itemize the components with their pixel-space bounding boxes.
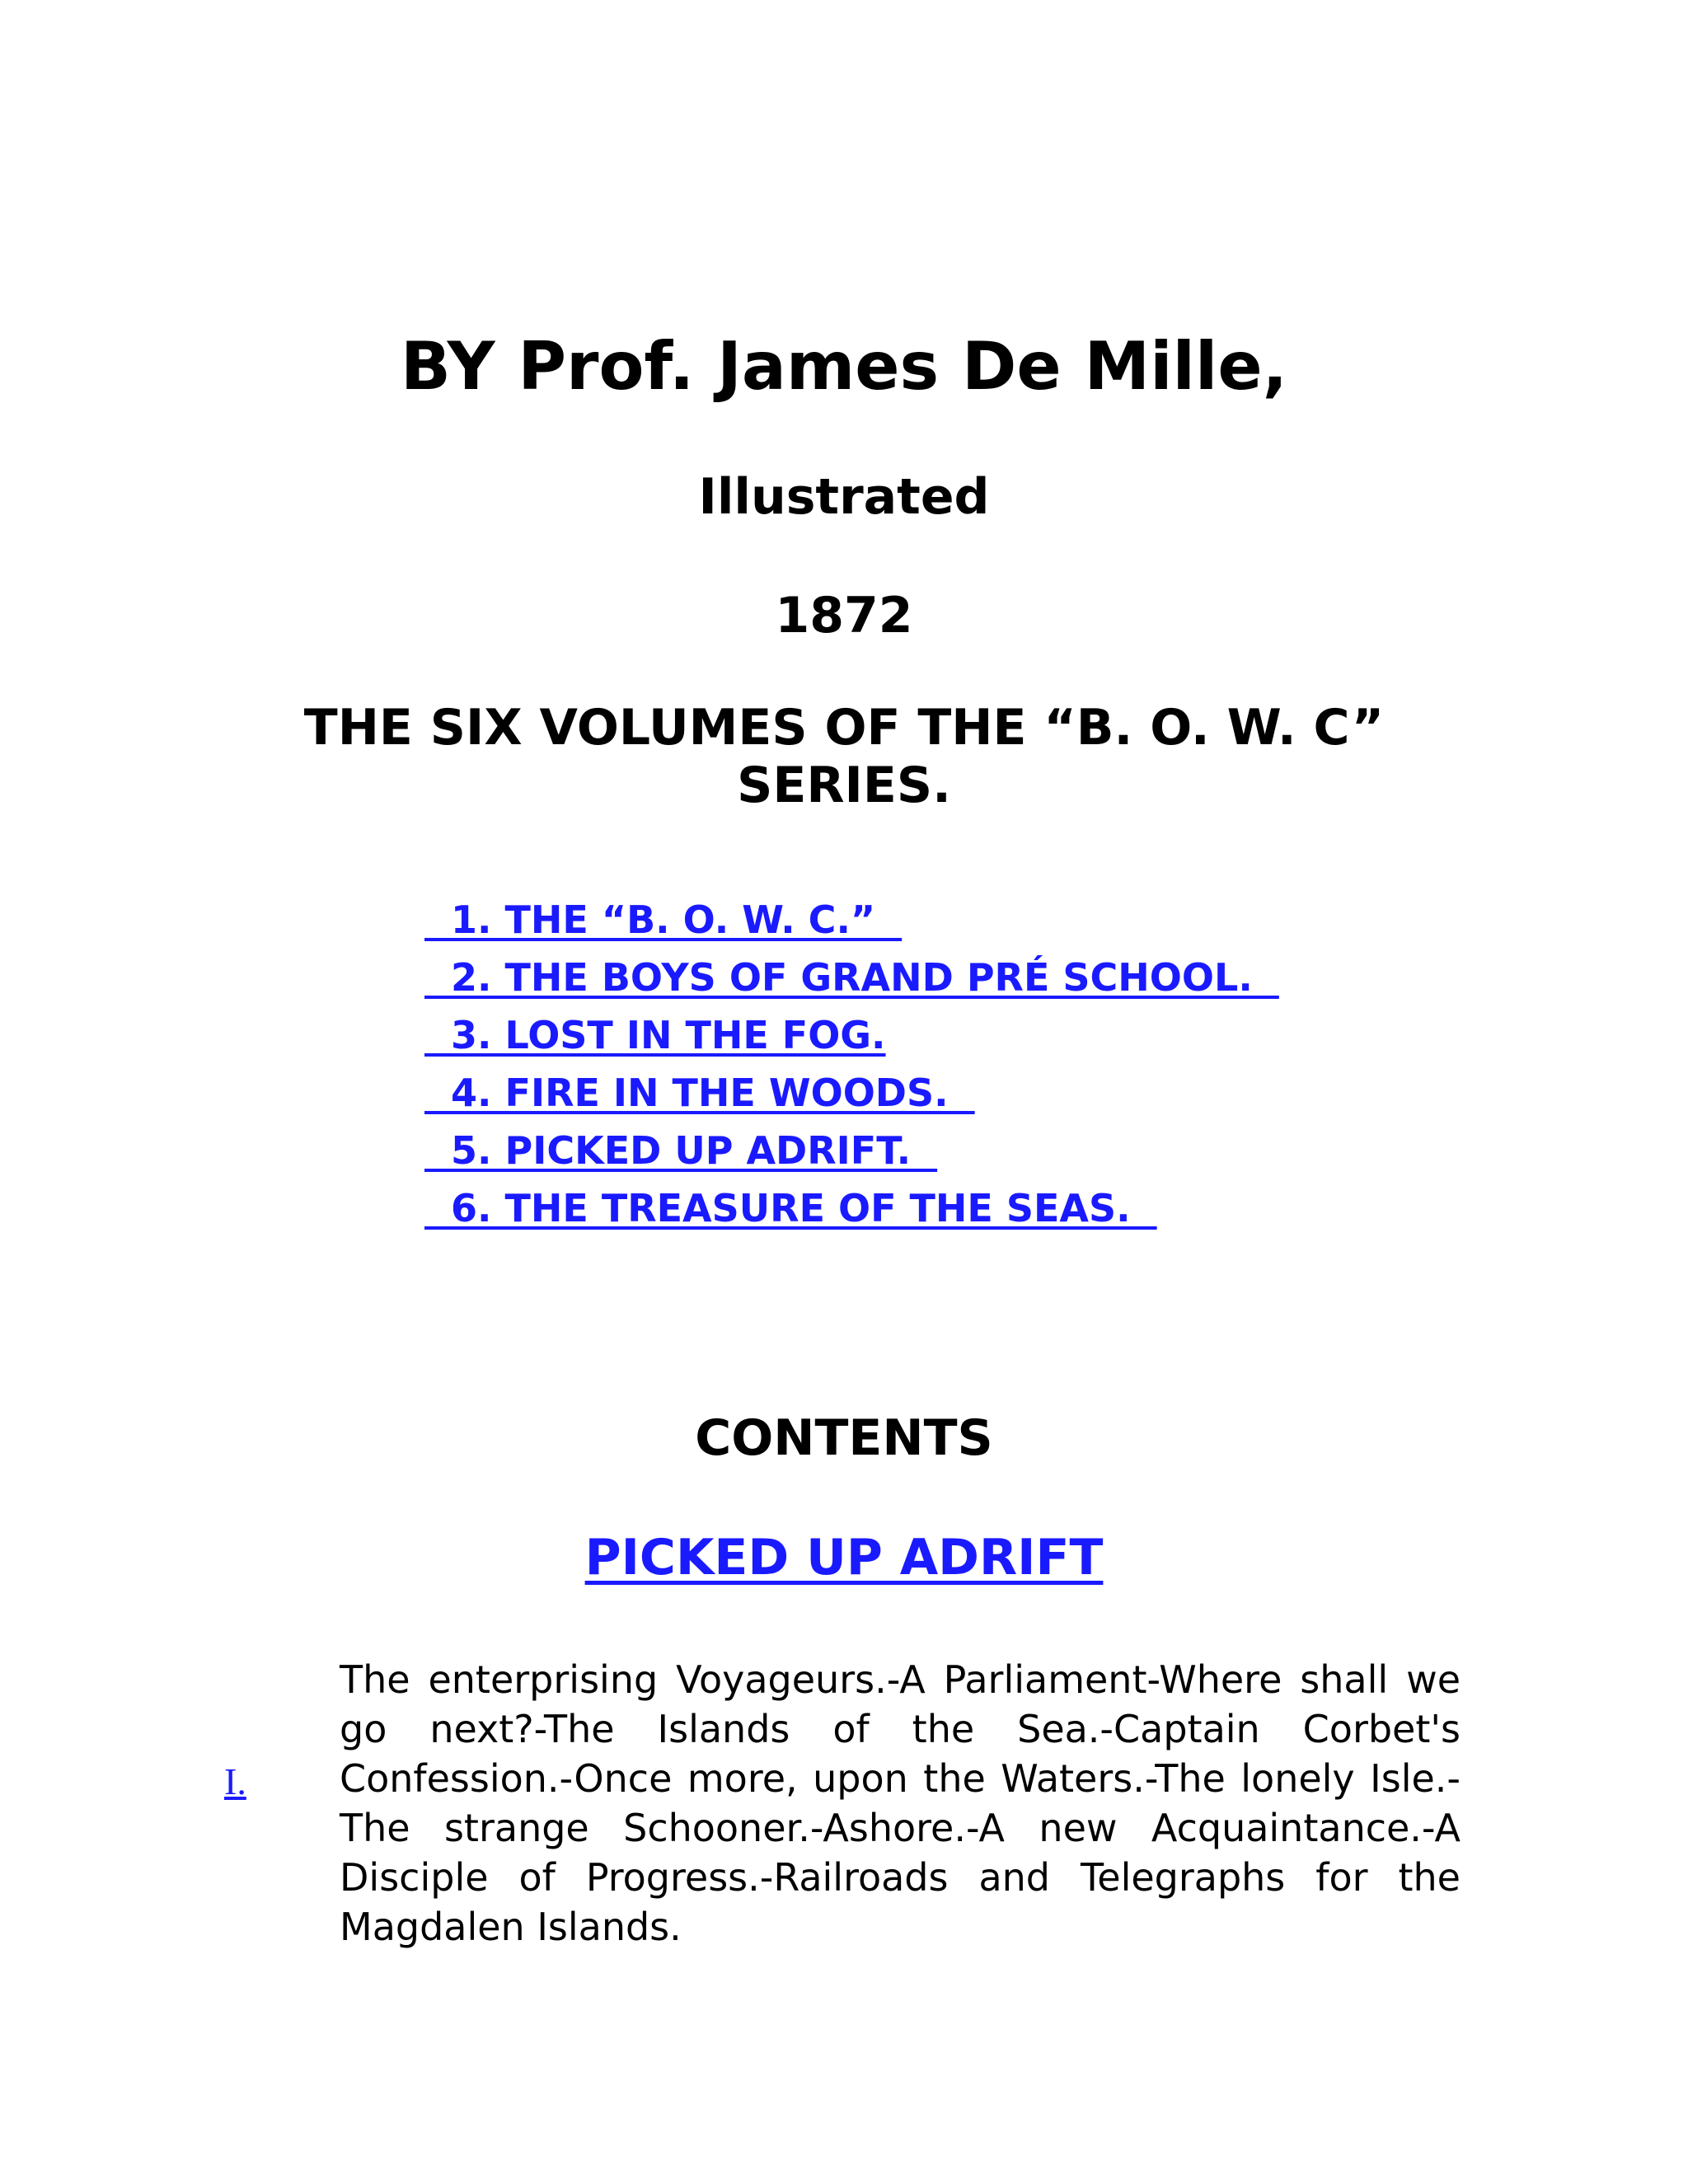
volume-item: [424, 1122, 1279, 1179]
volume-link-6[interactable]: 6. THE TREASURE OF THE SEAS.: [424, 1186, 1157, 1230]
illustrated-subtitle: Illustrated: [698, 468, 990, 526]
chapter-number-link[interactable]: I.: [224, 1760, 246, 1802]
publication-year: 1872: [775, 587, 913, 644]
book-title-heading: [0, 1525, 1688, 1591]
volume-link-4[interactable]: 4. FIRE IN THE WOODS.: [424, 1071, 975, 1115]
book-title-link[interactable]: PICKED UP ADRIFT: [584, 1529, 1104, 1586]
volume-link-2[interactable]: 2. THE BOYS OF GRAND PRÉ SCHOOL.: [424, 955, 1279, 1000]
volume-item: [424, 949, 1279, 1006]
contents-heading: CONTENTS: [695, 1409, 993, 1467]
chapter-summary: The enterprising Voyageurs.-A Parliament-Where shall we go next?-The Islands of the Sea.-Captain Corbet's Confession.-Once more, upon the Waters.-The lonely Isle.-The strange Schooner.-Ashore.-A new Acquaintance.-A Disciple of Progress.-Railroads and Telegraphs for the Magdalen Islands.: [340, 1657, 1461, 1949]
volume-item: [424, 1064, 1279, 1122]
author-heading: BY Prof. James De Mille,: [401, 328, 1287, 405]
volume-item: [424, 1179, 1279, 1237]
volume-list: [424, 891, 1279, 1237]
volume-item: [424, 1006, 1279, 1064]
volume-link-5[interactable]: 5. PICKED UP ADRIFT.: [424, 1128, 938, 1173]
volume-link-1[interactable]: 1. THE “B. O. W. C.”: [424, 898, 903, 942]
volume-item: [424, 891, 1279, 949]
series-title: THE SIX VOLUMES OF THE “B. O. W. C” SERIES.: [303, 699, 1385, 814]
volume-link-3[interactable]: 3. LOST IN THE FOG.: [424, 1013, 886, 1057]
